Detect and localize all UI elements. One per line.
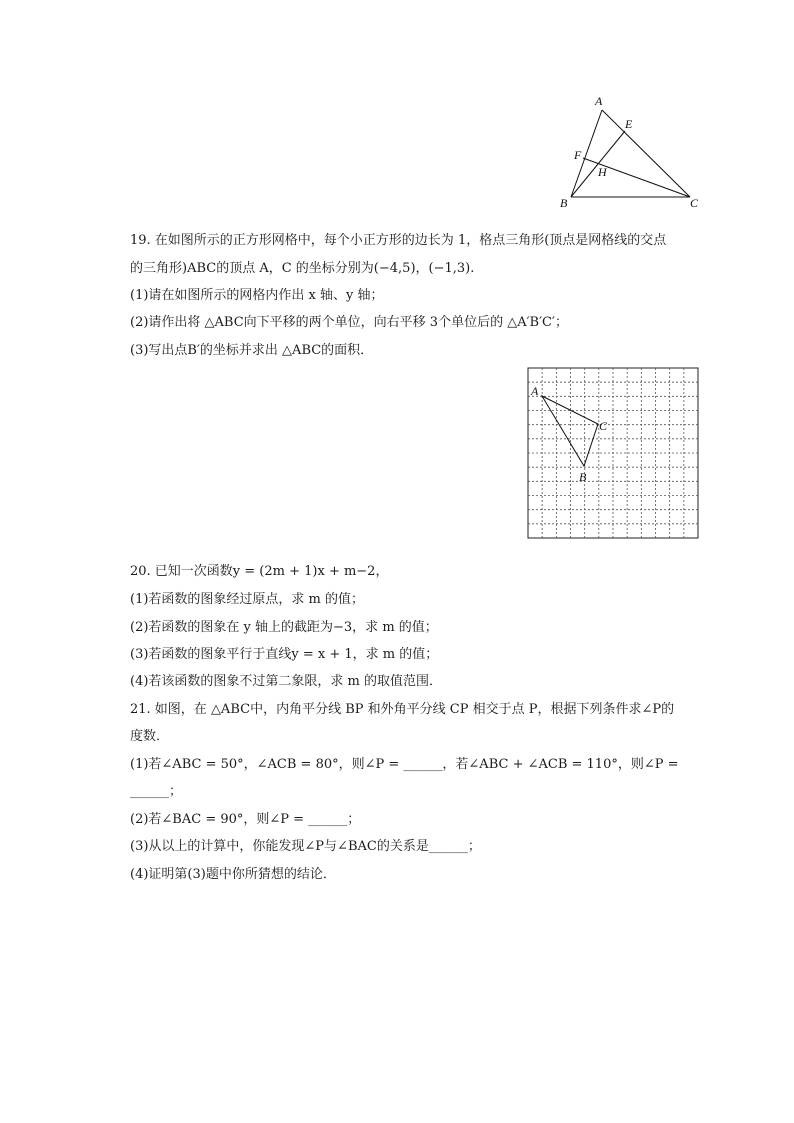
q21-line2: 度数． [130,729,170,744]
q19-item1: (1)请在如图所示的网格内作出 x 轴、y 轴； [130,288,384,303]
q21-item1b: ______； [130,784,183,799]
q20-item4: (4)若该函数的图象不过第二象限，求 m 的取值范围． [130,674,443,689]
q21-item3: (3)从以上的计算中，你能发现∠P与∠BAC的关系是______； [130,839,481,854]
q21-item1: (1)若∠ABC = 50°，∠ACB = 80°，则∠P = ______，若∠ABC + ∠ACB = 110°，则∠P = [130,757,679,772]
label-f: F [574,148,582,162]
label-a: A [595,94,603,108]
grid-label-b: B [579,470,587,484]
grid-figure [528,368,700,540]
label-e: E [625,117,633,131]
q21-item2: (2)若∠BAC = 90°，则∠P = ______； [130,812,361,827]
q20-item2: (2)若函数的图象在 y 轴上的截距为−3，求 m 的值； [130,620,438,635]
triangle-figure-top [555,90,715,215]
q19-line1: 19. 在如图所示的正方形网格中，每个小正方形的边长为 1，格点三角形(顶点是网格线的交点 [130,233,667,248]
grid-label-c: C [599,419,608,433]
q20-line1: 20. 已知一次函数y = (2m + 1)x + m−2， [130,564,389,579]
q19-item2: (2)请作出将 △ABC向下平移的两个单位，向右平移 3个单位后的 △A′B′C′； [130,315,568,330]
grid-label-a: A [531,384,539,398]
label-b: B [560,196,568,210]
q19-item3: (3)写出点B′的坐标并求出 △ABC的面积． [130,343,374,358]
q19-line2: 的三角形)ABC的顶点 A，C 的坐标分别为(−4,5)，(−1,3). [130,261,475,276]
q21-line1: 21. 如图，在 △ABC中，内角平分线 BP 和外角平分线 CP 相交于点 P，根据下列条件求∠P的 [130,702,675,717]
q21-item4: (4)证明第(3)题中你所猜想的结论． [130,867,336,882]
label-h: H [598,165,607,179]
q20-item3: (3)若函数的图象平行于直线y = x + 1，求 m 的值； [130,647,439,662]
q20-item1: (1)若函数的图象经过原点，求 m 的值； [130,592,365,607]
label-c: C [690,196,699,210]
